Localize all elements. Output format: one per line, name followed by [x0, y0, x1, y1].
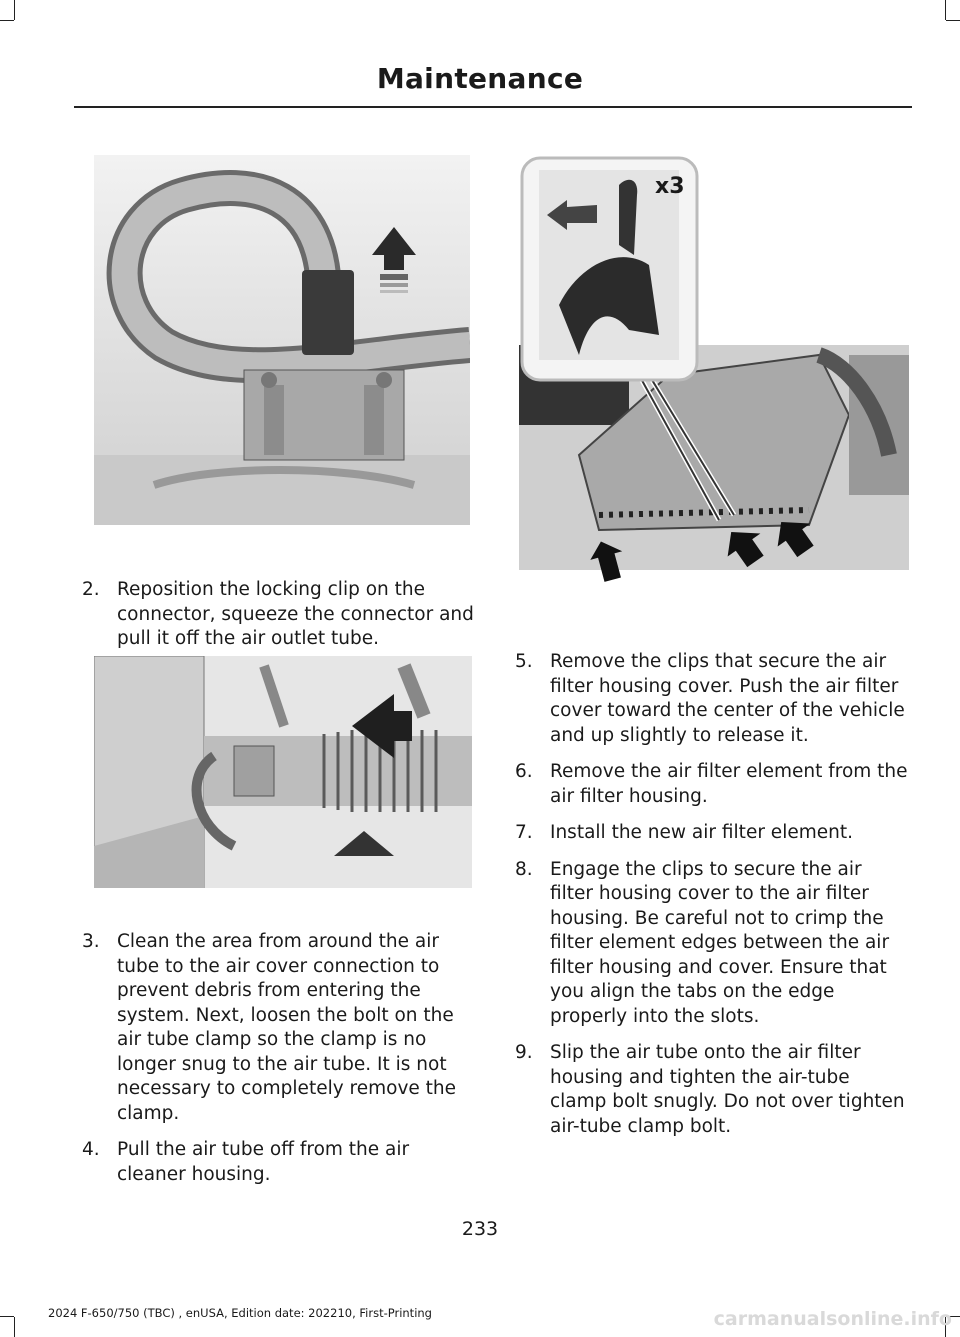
steps-list-left	[72, 578, 478, 664]
callout-label: x3	[655, 174, 685, 199]
crop-mark	[14, 0, 15, 20]
step-number: 7.	[515, 822, 533, 843]
crop-mark	[946, 20, 960, 21]
step-number: 5.	[515, 651, 533, 672]
list-item	[505, 1041, 909, 1139]
step-text: Reposition the locking clip on the connector, squeeze the connector and pull it off the air outlet tube.	[117, 579, 474, 649]
list-item	[72, 1138, 478, 1187]
step-number: 9.	[515, 1042, 533, 1063]
list-item	[505, 821, 909, 846]
footer-edition-info: 2024 F-650/750 (TBC) , enUSA, Edition date: 202210, First-Printing	[48, 1306, 432, 1320]
step-text: Slip the air tube onto the air filter housing and tighten the air-tube clamp bolt snugly. Do not over tighten air-tube clamp bolt.	[550, 1042, 905, 1137]
step-text: Clean the area from around the air tube to the air cover connection to prevent debris from entering the system. Next, loosen the bolt on the air tube clamp so the clamp is no longer snug to the air tube. It is not necessary to completely remove the clamp.	[117, 931, 457, 1124]
steps-list-right	[505, 650, 909, 1151]
crop-mark	[14, 1317, 15, 1337]
step-text: Pull the air tube off from the air cleaner housing.	[117, 1139, 410, 1185]
list-item	[505, 858, 909, 1030]
list-item	[505, 650, 909, 748]
crop-mark	[0, 20, 14, 21]
step-number: 2.	[82, 579, 100, 600]
list-item	[72, 930, 478, 1126]
step-text: Install the new air filter element.	[550, 822, 853, 843]
crop-mark	[0, 1316, 14, 1317]
step-text: Remove the air filter element from the air filter housing.	[550, 761, 908, 807]
list-item	[505, 760, 909, 809]
step-number: 4.	[82, 1139, 100, 1160]
header-rule	[74, 106, 912, 108]
step-text: Remove the clips that secure the air filter housing cover. Push the air filter cover toward the center of the vehicle and up slightly to release it.	[550, 651, 905, 746]
page-title: Maintenance	[376, 62, 584, 95]
figure-connector-illustration	[94, 155, 470, 525]
list-item	[72, 578, 478, 652]
step-number: 8.	[515, 858, 533, 880]
page-number: 233	[461, 1218, 499, 1240]
step-number: 6.	[515, 761, 533, 782]
step-text: Engage the clips to secure the air filter housing cover to the air filter housing. Be careful not to crimp the filter element edges between the air filter housing and cover. Ensure that you align the tabs on the edge properly into the slots.	[550, 858, 890, 1027]
step-number: 3.	[82, 931, 100, 952]
steps-list-left-continued	[72, 930, 478, 1199]
figure-air-tube-illustration	[94, 656, 472, 888]
watermark: carmanualsonline.info	[713, 1308, 952, 1330]
figure-air-filter-housing-illustration	[519, 155, 909, 585]
crop-mark	[945, 0, 946, 20]
